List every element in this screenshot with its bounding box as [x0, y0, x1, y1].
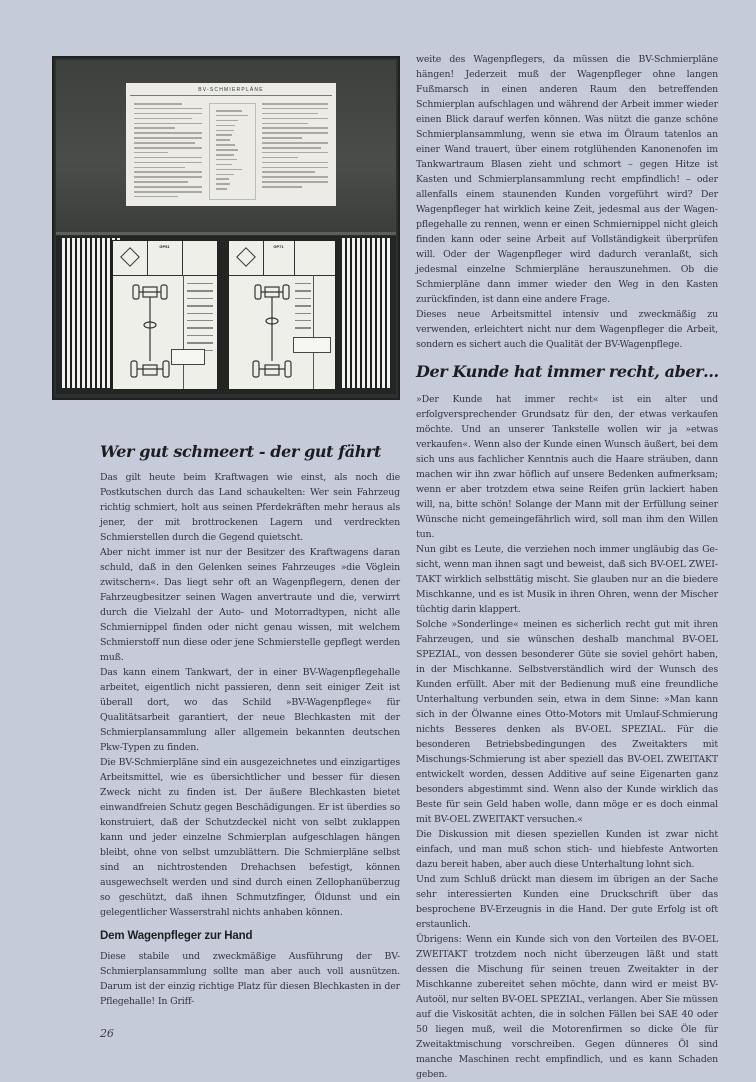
paragraph: Das gilt heute beim Kraftwagen wie einst, als noch die Postkutschen durch das Land schaukelten: Wer sein Fahrzeug richtig schmiert, holt aus seinen Pferdekräften mehr heraus als jener, der mit brottrockenen Lagern und verdreckten Schmierstellen durch die Gegend quietscht. [100, 472, 400, 543]
sheet-code-right: GP71 [273, 244, 284, 249]
paragraph: Das kann einem Tankwart, der in einer BV-Wagenpflegehalle arbeitet, eigentlich nicht passieren, denn seit einiger Zeit ist überall dort, wo das Schild »BV-Wagenpflege« für Qualitätsarbeit garantiert, der neue Blechkasten mit der Schmierplansammlung aller allgemein bekannten deutschen Pkw-Typen zu finden. [100, 667, 400, 753]
paragraph: Dieses neue Arbeitsmittel intensiv und zweckmäßig zu verwenden, erleichtert nicht nur dem Wagenpfleger die Arbeit, sondern es sichert auch die Qualität der BV-Wagenpflege. [416, 309, 718, 350]
sheet-note-box [171, 349, 205, 365]
box-tray [56, 236, 396, 394]
paragraph: Und zum Schluß drückt man diesem im übrigen an der Sache sehr interessierten Kunden eine Druckschrift über das besprochene BV-Erzeugnis in die Hand. Der gute Erfolg ist oft erstaunlich. [416, 874, 718, 930]
lid-overview-sheet [126, 83, 336, 206]
box-lid [56, 60, 396, 235]
section-heading: Der Kunde hat immer recht, aber… [416, 362, 719, 381]
bv-logo-icon [120, 247, 140, 267]
lid-sheet-index-box [209, 103, 256, 200]
chassis-diagram-icon [243, 281, 303, 385]
left-column [100, 440, 400, 1041]
sheet-lubrication-list [187, 283, 213, 357]
bv-logo-icon [236, 247, 256, 267]
paragraph: Die BV-Schmierpläne sind ein ausgezeichnetes und einzigartiges Arbeitsmittel, wie es übersichtlicher und besser für diesen Zweck nicht zu finden ist. Der äußere Blechkasten bietet einwandfreien Schutz gegen Beschädigungen. Er ist überdies so konstruiert, daß der Schutzdeckel nicht von selbt zuklappen kann und jeder einzelne Schmierplan aufgeschlagen hängen bleibt, ohne von selbst umzublättern. Die Schmierpläne selbst sind an nichtrostenden Drehachsen befestigt, können ausgewechselt werden und sind durch einen Zellophanüberzug so geschützt, daß ihnen Schmutzfinger, Öldunst und ein gelegentlicher Wasserstrahl nichts anhaben können. [100, 757, 400, 918]
paragraph: Solche »Sonderlinge« meinen es sicherlich recht gut mit ihren Fahrzeugen, und sie wünschen deshalb manchmal BV-OEL SPEZIAL, von dessen besonderer Güte sie soviel gehört haben, in der Mischkanne. Selbstverständlich wird der Wunsch des Kunden erfüllt. Aber mit der Bedienung muß eine freundliche Unterhaltung verbunden sein, etwa in dem Sinne: »Man kann sich in der Ölwanne eines Otto-Motors mit Umlauf-Schmierung nichts Besseres denken als BV-OEL SPEZIAL. Für die besonderen Betriebsbedingungen des Zweitakters mit Mischungs-Schmierung ist aber speziell das BV-OEL ZWEITAKT entwickelt worden, dessen Additive auf seine Eigenarten ganz besonders abgestimmt sind. Wenn also der Kunde wirklich das Beste für sein Geld haben wolle, dann möge er es doch einmal mit BV-OEL ZWEITAKT versuchen.« [416, 619, 718, 825]
sheet-lubrication-list [295, 283, 311, 335]
paragraph: Die Diskussion mit diesen speziellen Kunden ist zwar nicht einfach, und man muß schon stich- und hiebfeste Antworten dazu bereit haben, aber auch diese Unterhaltung lohnt sich. [416, 829, 718, 870]
sheet-stack-right [342, 238, 390, 388]
lid-sheet-text-left [134, 103, 202, 201]
subheading: Dem Wagenpfleger zur Hand [100, 930, 253, 942]
paragraph: Nun gibt es Leute, die verziehen noch immer ungläubig das Gesicht, wenn man ihnen sagt und beweist, daß sich BV-OEL ZWEITAKT wirklich selbsttätig mischt. Sie glauben nur an die biedere Mischkanne, und es ist Musik in ihren Ohren, wenn der Mischer tüchtig darin klappert. [416, 544, 718, 615]
paragraph: »Der Kunde hat immer recht« ist ein alter und erfolgversprechender Grundsatz für den, der etwas verkaufen möchte. Und an unserer Tankstelle wollen wir ja »etwas verkaufen«. Wenn also der Kunde einen Wunsch äußert, bei dem sich uns aus fachlicher Kenntnis auch die Haare sträuben, dann machen wir ihn zwar höflich auf unsere Bedenken aufmerksam; wenn er aber trotzdem etwa seine Reifen grün lackiert haben will, na, bitte schön! Solange der Mann mit der Erfüllung seiner Wünsche nicht gemeingefährlich wird, soll man ihm den Willen tun. [416, 394, 718, 540]
lid-sheet-title: BV-SCHMIERPLÄNE [198, 87, 264, 93]
schmierplan-sheet-left [112, 240, 218, 390]
divider [130, 95, 332, 96]
sheet-code-left: GP51 [159, 244, 170, 249]
schmierplan-sheet-right [228, 240, 336, 390]
paragraph: Diese stabile und zweckmäßige Ausführung der BV-Schmierplansammlung sollte man aber auch voll ausnützen. Darum ist der einzig richtige Platz für diesen Blechkasten in der Pflegehalle! In Griff- [100, 951, 400, 1007]
page-number: 26 [100, 1027, 114, 1040]
lid-sheet-text-right [262, 103, 328, 191]
photo-schmierplan-box [52, 56, 400, 400]
paragraph: weite des Wagenpflegers, da müssen die BV-Schmierpläne hängen! Jederzeit muß der Wagenpfleger ohne langen Fußmarsch in einen anderen Raum den betreffenden Schmierplan aufschlagen und während der Arbeit immer wieder einen Blick darauf werfen können. Was nützt die ganze schöne Schmierplansammlung, wenn sie etwa im Ölraum tatenlos an einer Wand trauert, über einem rotglühenden Kanonenofen im Tankwartraum Blasen zieht und schmort – gegen Hitze ist Kasten und Schmierplansammlung recht empfindlich! – oder allenfalls einem staunenden Kunden vorgeführt wird? Der Wagenpfleger hat wirklich keine Zeit, jedesmal aus der Wagenpflegehalle zu rennen, wenn er einen Schmiernippel nicht gleich finden kann oder seine Arbeit auf Vollständigkeit überprüfen will. Oder der Wagenpfleger wird dadurch veranlaßt, sich jedesmal einzelne Schmierpläne herauszunehmen. Ob die Schmierpläne dann immer wieder den Weg in den Kasten zurückfinden, ist dann eine andere Frage. [416, 54, 718, 305]
article-heading: Wer gut schmeert - der gut fährt [100, 442, 381, 461]
right-column [416, 52, 718, 1082]
paragraph: Aber nicht immer ist nur der Besitzer des Kraftwagens daran schuld, daß in den Gelenken seines Fahrzeuges »die Vöglein zwitschern«. Das liegt sehr oft an Wagenpflegern, denen der Fahrzeugbesitzer seinen Wagen anvertraute und die, verwirrt durch die Vielzahl der Auto- und Motorradtypen, nicht alle Schmiernippel finden oder nicht genau wissen, mit welchem Schmierstoff nun diese oder jene Schmierstelle gepflegt werden muß. [100, 547, 400, 663]
sheet-note-box [293, 337, 331, 353]
chassis-diagram-icon [121, 281, 181, 385]
paragraph: Übrigens: Wenn ein Kunde sich von den Vorteilen des BV-OEL ZWEITAKT trotzdem noch nicht überzeugen läßt und statt dessen die Mischung für seinen treuen Zweitakter in der Mischkanne zubereitet sehen möchte, dann wird er meist BV-Autoöl, nur selten BV-OEL SPEZIAL, verlangen. Aber Sie müssen auf die Viskosität achten, die in solchen Fällen bei SAE 40 oder 50 liegen muß, weil die Motorenfirmen so dicke Öle für Zweitaktmischung vorschreiben. Gegen dünneres Öl sind manche Maschinen recht empfindlich, und es kann Schaden geben. [416, 934, 718, 1080]
